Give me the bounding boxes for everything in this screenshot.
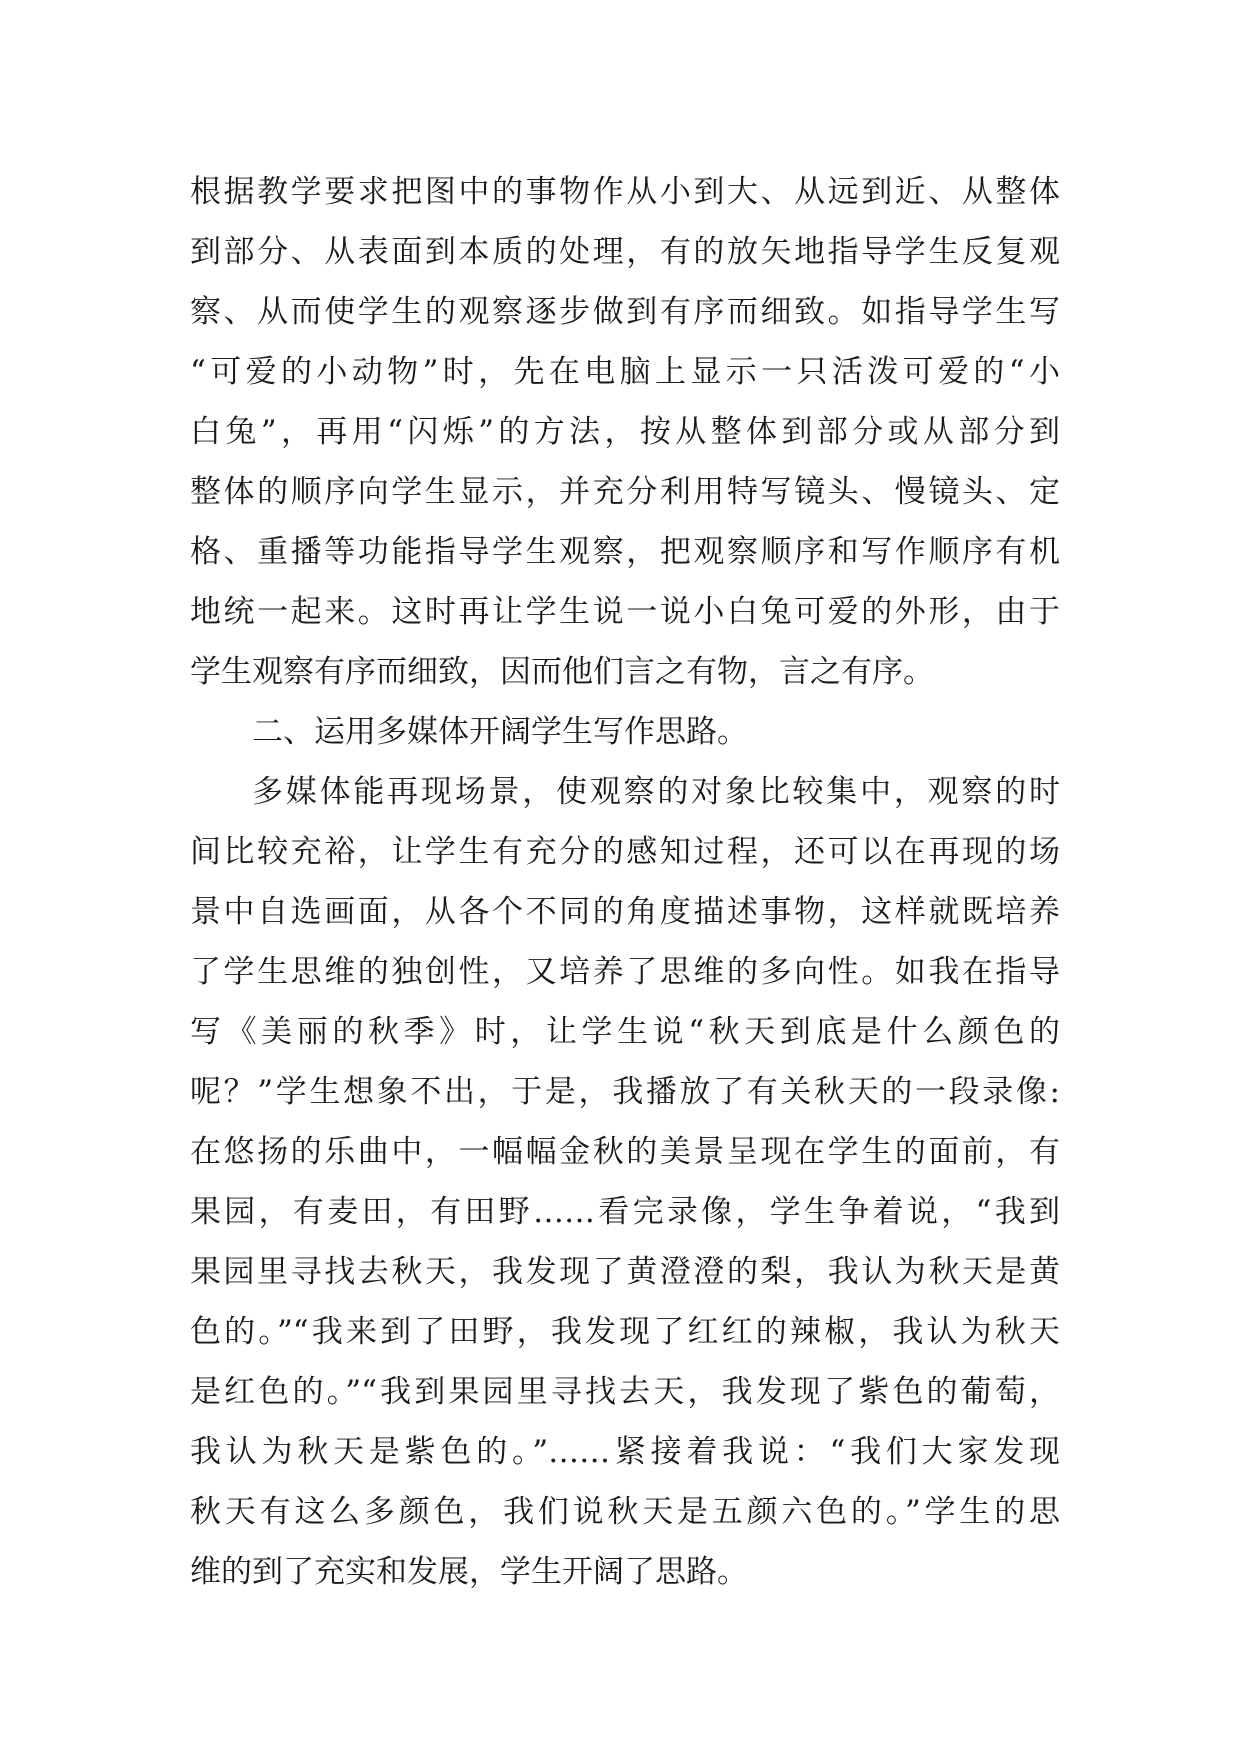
body-text [190,162,1060,1602]
text-line: 白兔”，再用“闪烁”的方法，按从整体到部分或从部分到 [190,414,1060,450]
text-line: 格、重播等功能指导学生观察，把观察顺序和写作顺序有机 [190,534,1060,570]
text-line: 间比较充裕，让学生有充分的感知过程，还可以在再现的场 [190,834,1060,870]
text-line: “可爱的小动物”时，先在电脑上显示一只活泼可爱的“小 [190,354,1060,390]
text-line: 根据教学要求把图中的事物作从小到大、从远到近、从整体 [190,174,1060,210]
text-line: 写《美丽的秋季》时，让学生说“秋天到底是什么颜色的 [190,1014,1060,1050]
text-line: 景中自选画面，从各个不同的角度描述事物，这样就既培养 [190,894,1060,930]
text-line: 是红色的。”“我到果园里寻找去天，我发现了紫色的葡萄， [190,1374,1060,1410]
text-line: 整体的顺序向学生显示，并充分利用特写镜头、慢镜头、定 [190,474,1060,510]
text-line: 到部分、从表面到本质的处理，有的放矢地指导学生反复观 [190,234,1060,270]
text-line: 呢？”学生想象不出，于是，我播放了有关秋天的一段录像: [190,1074,1060,1110]
text-line: 维的到了充实和发展，学生开阔了思路。 [190,1554,748,1590]
text-line: 秋天有这么多颜色，我们说秋天是五颜六色的。”学生的思 [190,1494,1060,1530]
text-line: 果园里寻找去秋天，我发现了黄澄澄的梨，我认为秋天是黄 [190,1254,1060,1290]
text-line: 在悠扬的乐曲中，一幅幅金秋的美景呈现在学生的面前，有 [190,1134,1060,1170]
section-heading: 二、运用多媒体开阔学生写作思路。 [252,714,748,750]
text-line: 察、从而使学生的观察逐步做到有序而细致。如指导学生写 [190,294,1060,330]
text-line: 了学生思维的独创性，又培养了思维的多向性。如我在指导 [190,954,1060,990]
text-line: 果园，有麦田，有田野……看完录像，学生争着说，“我到 [190,1194,1060,1230]
text-line: 我认为秋天是紫色的。”……紧接着我说：“我们大家发现 [190,1434,1060,1470]
text-line: 地统一起来。这时再让学生说一说小白兔可爱的外形，由于 [190,594,1060,630]
text-line: 多媒体能再现场景，使观察的对象比较集中，观察的时 [252,774,1060,810]
text-line: 色的。”“我来到了田野，我发现了红红的辣椒，我认为秋天 [190,1314,1060,1350]
text-line: 学生观察有序而细致，因而他们言之有物，言之有序。 [190,654,934,690]
